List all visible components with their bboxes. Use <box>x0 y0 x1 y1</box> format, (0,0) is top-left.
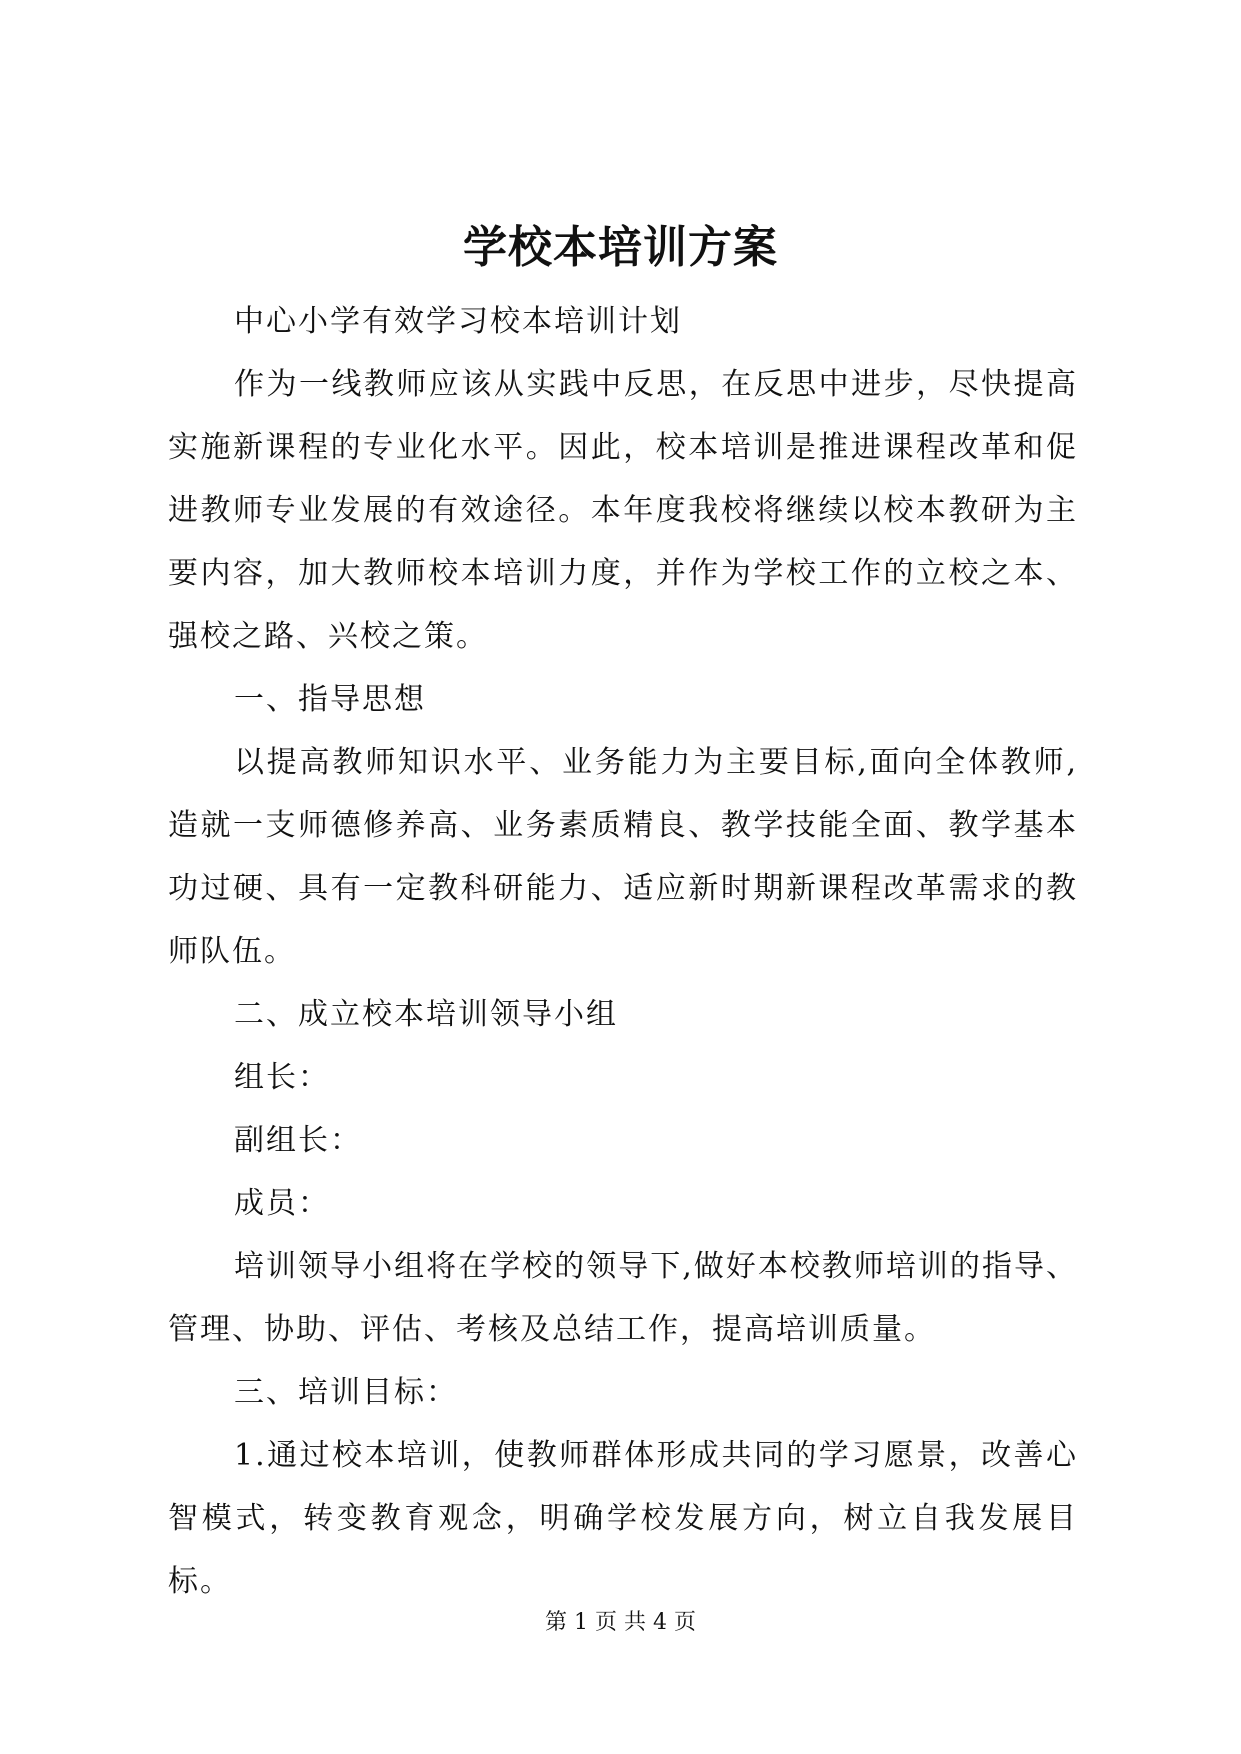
deputy-leader-line: 副组长： <box>234 1123 362 1158</box>
guiding-thought-paragraph: 以提高教师知识水平、业务能力为主要目标,面向全体教师,造就一支师德修养高、业务素质精良、教学技能全面、教学基本功过硬、具有一定教科研能力、适应新时期新课程改革需求的教师队伍。 <box>168 745 1078 969</box>
section-heading-training-goals: 三、培训目标： <box>234 1375 458 1410</box>
group-leader-line: 组长： <box>234 1060 330 1095</box>
document-title: 学校本培训方案 <box>463 222 778 273</box>
training-goal-item-1: 1.通过校本培训，使教师群体形成共同的学习愿景，改善心智模式，转变教育观念，明确学校发展方向，树立自我发展目标。 <box>168 1438 1078 1599</box>
section-heading-guiding-thought: 一、指导思想 <box>234 682 426 717</box>
page-number-footer: 第 1 页 共 4 页 <box>545 1610 696 1635</box>
section-heading-leadership-group: 二、成立校本培训领导小组 <box>234 997 618 1032</box>
subtitle-paragraph: 中心小学有效学习校本培训计划 <box>234 304 682 339</box>
intro-paragraph: 作为一线教师应该从实践中反思，在反思中进步，尽快提高实施新课程的专业化水平。因此，校本培训是推进课程改革和促进教师专业发展的有效途径。本年度我校将继续以校本教研为主要内容，加大教师校本培训力度，并作为学校工作的立校之本、强校之路、兴校之策。 <box>168 367 1078 654</box>
leadership-duty-paragraph: 培训领导小组将在学校的领导下,做好本校教师培训的指导、管理、协助、评估、考核及总结工作，提高培训质量。 <box>168 1249 1078 1347</box>
members-line: 成员： <box>234 1186 330 1221</box>
document-body <box>168 290 1078 1613</box>
